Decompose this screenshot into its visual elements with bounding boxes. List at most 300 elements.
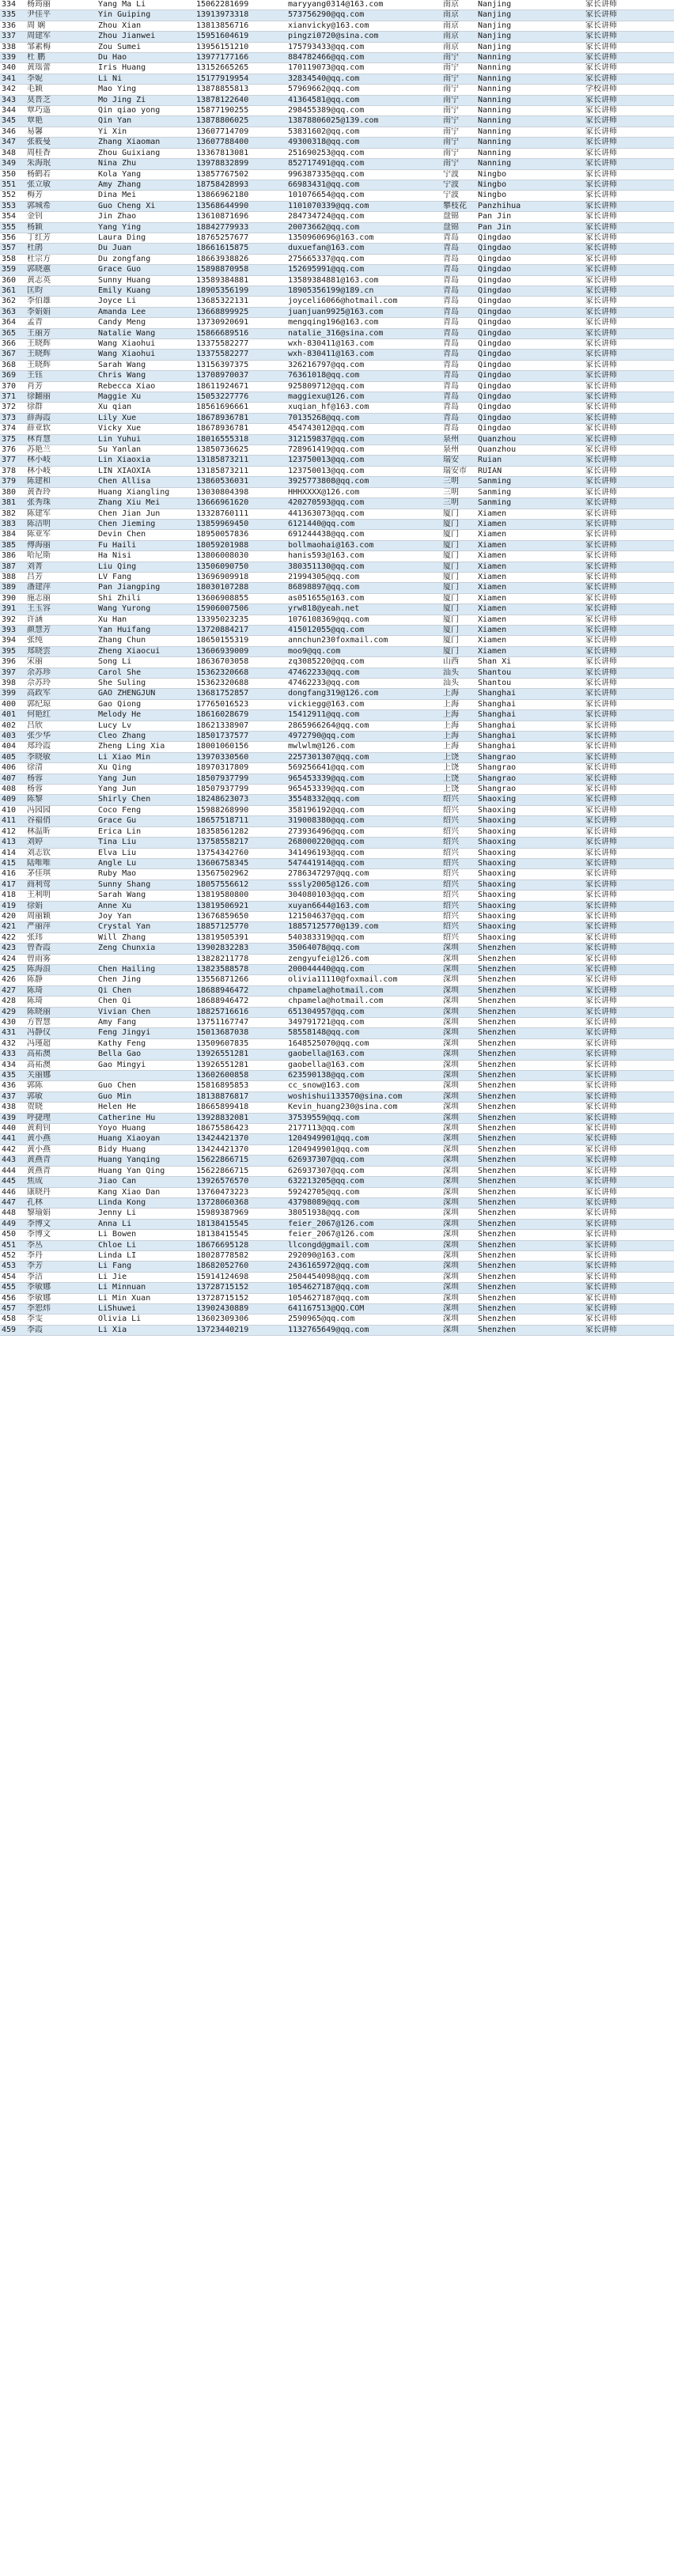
phone-cell: 18138415545 [196, 1219, 249, 1228]
email-cell: 251690253@qq.com [288, 148, 365, 157]
city-pinyin-cell: Shenzhen [478, 1303, 517, 1313]
table-row[interactable] [0, 912, 674, 922]
row-number: 334 [2, 0, 17, 9]
email-cell: maryyang0314@163.com [288, 0, 384, 9]
row-number: 354 [2, 212, 17, 221]
row-number: 409 [2, 795, 17, 804]
city-pinyin-cell: Shenzhen [478, 1187, 517, 1197]
city-cell: 南京 [443, 10, 459, 20]
table-row[interactable] [0, 138, 674, 148]
table-row[interactable] [0, 329, 674, 339]
phone-cell: 18057556612 [196, 879, 249, 889]
row-number: 341 [2, 74, 17, 83]
row-number: 389 [2, 583, 17, 592]
table-row[interactable] [0, 180, 674, 191]
table-row[interactable] [0, 530, 674, 540]
role-cell: 家长讲师 [585, 911, 617, 921]
table-row[interactable] [0, 1124, 674, 1134]
email-cell: 86898897@qq.com [288, 583, 360, 592]
role-cell: 家长讲师 [585, 593, 617, 603]
role-cell: 家长讲师 [585, 413, 617, 422]
phone-cell: 13156397375 [196, 360, 249, 369]
city-pinyin-cell: Shaoxing [478, 891, 517, 900]
role-cell: 家长讲师 [585, 519, 617, 528]
role-cell: 家长讲师 [585, 403, 617, 412]
table-row[interactable] [0, 986, 674, 997]
city-cell: 厦门 [443, 604, 459, 614]
city-pinyin-cell: Shaoxing [478, 838, 517, 847]
table-row[interactable] [0, 732, 674, 742]
name-cell: 余苏珍 [27, 668, 51, 677]
table-row[interactable] [0, 700, 674, 710]
phone-cell: 13185873211 [196, 466, 249, 475]
role-cell: 家长讲师 [585, 615, 617, 624]
phone-cell: 18765257677 [196, 233, 249, 242]
phone-cell: 18507937799 [196, 785, 249, 794]
city-cell: 深圳 [443, 1283, 459, 1292]
table-row[interactable] [0, 710, 674, 721]
table-row[interactable] [0, 191, 674, 201]
table-row[interactable] [0, 445, 674, 456]
name-cell: 商利莺 [27, 879, 51, 889]
city-cell: 南宁 [443, 148, 459, 157]
city-pinyin-cell: Qingdao [478, 275, 512, 285]
table-row[interactable] [0, 467, 674, 477]
table-row[interactable] [0, 382, 674, 392]
row-number: 349 [2, 159, 17, 168]
table-row[interactable] [0, 1103, 674, 1113]
row-number: 350 [2, 169, 17, 179]
role-cell: 家长讲师 [585, 1219, 617, 1228]
table-row[interactable] [0, 202, 674, 212]
table-row[interactable] [0, 0, 674, 10]
name-cell: 覃艳 [27, 116, 43, 126]
city-pinyin-cell: Nanning [478, 53, 512, 62]
email-cell: 15412911@qq.com [288, 710, 360, 720]
table-row[interactable] [0, 573, 674, 583]
table-row[interactable] [0, 1198, 674, 1209]
table-row[interactable] [0, 233, 674, 244]
pinyin-cell: Huang Yan Qing [98, 1166, 165, 1175]
row-number: 414 [2, 848, 17, 857]
table-row[interactable] [0, 795, 674, 805]
table-row[interactable] [0, 806, 674, 816]
pinyin-cell: Lin Yuhui [98, 434, 142, 444]
table-row[interactable] [0, 944, 674, 954]
pinyin-cell: Shi Zhili [98, 593, 142, 603]
name-cell: 郑晓雲 [27, 646, 51, 656]
table-row[interactable] [0, 785, 674, 795]
table-row[interactable] [0, 106, 674, 116]
pinyin-cell: Chris Wang [98, 371, 146, 380]
email-cell: 1054627187@qq.com [288, 1283, 369, 1292]
role-cell: 家长讲师 [585, 964, 617, 974]
table-row[interactable] [0, 997, 674, 1007]
table-row[interactable] [0, 149, 674, 159]
table-row[interactable] [0, 1230, 674, 1240]
table-row[interactable] [0, 361, 674, 371]
table-row[interactable] [0, 1262, 674, 1272]
table-row[interactable] [0, 96, 674, 106]
role-cell: 家长讲师 [585, 583, 617, 592]
table-row[interactable] [0, 1008, 674, 1018]
phone-cell: 18059201988 [196, 540, 249, 550]
table-row[interactable] [0, 244, 674, 254]
table-row[interactable] [0, 477, 674, 487]
phone-cell: 13866962180 [196, 191, 249, 200]
phone-cell: 13424421370 [196, 1144, 249, 1154]
table-row[interactable] [0, 63, 674, 74]
phone-cell: 18636703058 [196, 657, 249, 667]
table-row[interactable] [0, 1081, 674, 1091]
table-row[interactable] [0, 255, 674, 265]
pinyin-cell: Chen Qi [98, 997, 132, 1006]
table-row[interactable] [0, 604, 674, 615]
table-row[interactable] [0, 1039, 674, 1050]
city-cell: 深圳 [443, 1197, 459, 1207]
role-cell: 家长讲师 [585, 805, 617, 815]
pinyin-cell: Huang Xiangling [98, 487, 170, 497]
table-row[interactable] [0, 689, 674, 699]
table-row[interactable] [0, 816, 674, 827]
name-cell: 苏艳兰 [27, 445, 51, 455]
row-number: 355 [2, 222, 17, 232]
phone-cell: 13375582277 [196, 350, 249, 359]
pinyin-cell: Du zongfang [98, 254, 151, 263]
email-cell: 1132765649@qq.com [288, 1325, 369, 1334]
table-row[interactable] [0, 509, 674, 520]
pinyin-cell: Zhou Xian [98, 21, 142, 30]
name-cell: 李芳 [27, 1262, 43, 1271]
table-row[interactable] [0, 1114, 674, 1124]
table-row[interactable] [0, 838, 674, 848]
city-pinyin-cell: Shenzhen [478, 975, 517, 985]
email-cell: 3925773808@qq.com [288, 477, 369, 486]
table-row[interactable] [0, 286, 674, 297]
table-row[interactable] [0, 1283, 674, 1293]
row-number: 431 [2, 1028, 17, 1038]
row-number: 406 [2, 763, 17, 773]
row-number: 363 [2, 307, 17, 316]
table-row[interactable] [0, 721, 674, 732]
table-row[interactable] [0, 371, 674, 381]
row-number: 373 [2, 413, 17, 422]
city-cell: 南宁 [443, 63, 459, 73]
row-number: 417 [2, 879, 17, 889]
city-pinyin-cell: Sanming [478, 487, 512, 497]
table-row[interactable] [0, 657, 674, 668]
pinyin-cell: Mo Jing Zi [98, 95, 146, 104]
email-cell: vickiegg@163.com [288, 699, 365, 709]
role-cell: 家长讲师 [585, 191, 617, 200]
table-row[interactable] [0, 869, 674, 879]
table-row[interactable] [0, 1061, 674, 1071]
row-number: 356 [2, 233, 17, 242]
email-cell: 70135268@qq.com [288, 413, 360, 422]
city-pinyin-cell: Shaoxing [478, 911, 517, 921]
phone-cell: 18663938826 [196, 254, 249, 263]
table-row[interactable] [0, 1209, 674, 1219]
table-row[interactable] [0, 647, 674, 657]
table-row[interactable] [0, 1028, 674, 1038]
email-cell: 49300318@qq.com [288, 138, 360, 147]
phone-cell: 18665899418 [196, 1103, 249, 1112]
table-row[interactable] [0, 1071, 674, 1081]
city-pinyin-cell: Xiamen [478, 540, 507, 550]
row-number: 404 [2, 742, 17, 751]
row-number: 427 [2, 985, 17, 995]
row-number: 453 [2, 1262, 17, 1271]
pinyin-cell: Kathy Feng [98, 1038, 146, 1048]
pinyin-cell: Liu Qing [98, 562, 137, 571]
phone-cell: 15816895853 [196, 1081, 249, 1091]
table-row[interactable] [0, 1018, 674, 1028]
table-row[interactable] [0, 159, 674, 169]
table-row[interactable] [0, 827, 674, 838]
pinyin-cell: Elva Liu [98, 848, 137, 857]
table-row[interactable] [0, 849, 674, 859]
city-cell: 南宁 [443, 95, 459, 104]
table-row[interactable] [0, 392, 674, 403]
phone-cell: 13813856716 [196, 21, 249, 30]
table-row[interactable] [0, 1314, 674, 1325]
city-cell: 南京 [443, 0, 459, 9]
table-row[interactable] [0, 615, 674, 626]
role-cell: 家长讲师 [585, 106, 617, 115]
city-cell: 绍兴 [443, 795, 459, 804]
table-row[interactable] [0, 74, 674, 85]
name-cell: 王晓辉 [27, 360, 51, 369]
table-row[interactable] [0, 1241, 674, 1251]
table-row[interactable] [0, 339, 674, 350]
phone-cell: 18138876817 [196, 1091, 249, 1101]
table-row[interactable] [0, 1145, 674, 1156]
table-row[interactable] [0, 10, 674, 21]
name-cell: 黄燕青 [27, 1166, 51, 1175]
table-row[interactable] [0, 424, 674, 434]
email-cell: chpamela@hotmail.com [288, 997, 384, 1006]
table-row[interactable] [0, 414, 674, 424]
email-cell: HHHXXXX@126.com [288, 487, 360, 497]
row-number: 455 [2, 1283, 17, 1292]
email-cell: woshishui133570@sina.com [288, 1091, 403, 1101]
email-cell: 319008380@qq.com [288, 816, 365, 826]
row-number: 445 [2, 1177, 17, 1186]
city-cell: 深圳 [443, 1250, 459, 1260]
table-row[interactable] [0, 583, 674, 593]
name-cell: 黄香玲 [27, 487, 51, 497]
email-cell: zengyufei@126.com [288, 954, 369, 963]
table-row[interactable] [0, 955, 674, 965]
city-pinyin-cell: Nanning [478, 127, 512, 136]
table-row[interactable] [0, 679, 674, 689]
table-row[interactable] [0, 859, 674, 869]
table-row[interactable] [0, 276, 674, 286]
email-cell: 38051938@qq.com [288, 1209, 360, 1218]
name-cell: 李晓敏 [27, 752, 51, 762]
city-cell: 南宁 [443, 116, 459, 126]
name-cell: 王晓辉 [27, 339, 51, 348]
city-pinyin-cell: Shaoxing [478, 816, 517, 826]
name-cell: 施志丽 [27, 593, 51, 603]
pinyin-cell: Jin Zhao [98, 212, 137, 221]
table-row[interactable] [0, 53, 674, 63]
table-row[interactable] [0, 626, 674, 636]
table-row[interactable] [0, 297, 674, 307]
email-cell: 47462233@qq.com [288, 668, 360, 677]
table-row[interactable] [0, 891, 674, 901]
name-cell: 林小岐 [27, 466, 51, 475]
table-row[interactable] [0, 318, 674, 328]
city-pinyin-cell: Shenzhen [478, 1071, 517, 1080]
table-row[interactable] [0, 763, 674, 774]
email-cell: 1648525070@qq.com [288, 1038, 369, 1048]
email-cell: gaobella@163.com [288, 1050, 365, 1059]
role-cell: 家长讲师 [585, 668, 617, 677]
name-cell: 郭陈 [27, 1081, 43, 1091]
table-row[interactable] [0, 742, 674, 752]
row-number: 358 [2, 254, 17, 263]
table-row[interactable] [0, 403, 674, 413]
row-number: 343 [2, 95, 17, 104]
table-row[interactable] [0, 435, 674, 445]
table-row[interactable] [0, 774, 674, 785]
table-row[interactable] [0, 1273, 674, 1283]
table-row[interactable] [0, 636, 674, 646]
email-cell: 4972790@qq.com [288, 732, 355, 741]
row-number: 432 [2, 1038, 17, 1048]
table-row[interactable] [0, 922, 674, 932]
table-row[interactable] [0, 562, 674, 573]
table-row[interactable] [0, 551, 674, 562]
table-row[interactable] [0, 1294, 674, 1304]
table-row[interactable] [0, 1251, 674, 1262]
name-cell: 李雯 [27, 1314, 43, 1324]
row-number: 390 [2, 593, 17, 603]
pinyin-cell: LV Fang [98, 572, 132, 581]
table-row[interactable] [0, 965, 674, 975]
role-cell: 家长讲师 [585, 509, 617, 518]
table-row[interactable] [0, 520, 674, 530]
table-row[interactable] [0, 32, 674, 42]
name-cell: 覃巧遥 [27, 106, 51, 115]
email-cell: 47462233@qq.com [288, 679, 360, 687]
table-row[interactable] [0, 668, 674, 679]
city-cell: 绍兴 [443, 869, 459, 879]
row-number: 346 [2, 127, 17, 136]
table-row[interactable] [0, 85, 674, 95]
city-cell: 厦门 [443, 530, 459, 539]
phone-cell: 13606939009 [196, 646, 249, 656]
table-row[interactable] [0, 1177, 674, 1187]
phone-cell: 18248623073 [196, 795, 249, 804]
table-row[interactable] [0, 902, 674, 912]
name-cell: 谷福俏 [27, 816, 51, 826]
phone-cell: 18842779933 [196, 222, 249, 232]
table-row[interactable] [0, 350, 674, 360]
city-pinyin-cell: Nanjing [478, 32, 512, 41]
table-row[interactable] [0, 43, 674, 53]
row-number: 430 [2, 1018, 17, 1027]
city-pinyin-cell: Shenzhen [478, 1209, 517, 1218]
table-row[interactable] [0, 1188, 674, 1198]
city-cell: 深圳 [443, 954, 459, 963]
name-cell: 孔林 [27, 1197, 43, 1207]
pinyin-cell: Dina Mei [98, 191, 137, 200]
city-pinyin-cell: Xiamen [478, 519, 507, 528]
role-cell: 家长讲师 [585, 975, 617, 985]
email-cell: 358196192@qq.com [288, 805, 365, 815]
table-row[interactable] [0, 1167, 674, 1177]
pinyin-cell: Zhang Chun [98, 636, 146, 645]
table-row[interactable] [0, 127, 674, 138]
pinyin-cell: Yoyo Huang [98, 1124, 146, 1133]
phone-cell: 13928832081 [196, 1113, 249, 1122]
table-row[interactable] [0, 1092, 674, 1103]
email-cell: 2786347297@qq.com [288, 869, 369, 879]
email-cell: 540383319@qq.com [288, 932, 365, 942]
table-row[interactable] [0, 975, 674, 985]
email-cell: gaobella@163.com [288, 1060, 365, 1069]
row-number: 458 [2, 1314, 17, 1324]
name-cell: 丁红芳 [27, 233, 51, 242]
phone-cell: 13328760111 [196, 509, 249, 518]
email-cell: 573756290@qq.com [288, 10, 365, 20]
city-cell: 深圳 [443, 985, 459, 995]
email-cell: 2257301307@qq.com [288, 752, 369, 762]
name-cell: 曾香霞 [27, 944, 51, 953]
row-number: 380 [2, 487, 17, 497]
table-row[interactable] [0, 1304, 674, 1314]
table-row[interactable] [0, 1326, 674, 1336]
table-row[interactable] [0, 170, 674, 180]
table-row[interactable] [0, 116, 674, 127]
table-row[interactable] [0, 1134, 674, 1144]
name-cell: 茅佳琪 [27, 869, 51, 879]
city-cell: 青岛 [443, 307, 459, 316]
row-number: 433 [2, 1050, 17, 1059]
table-row[interactable] [0, 880, 674, 891]
pinyin-cell: Melody He [98, 710, 142, 720]
table-row[interactable] [0, 212, 674, 222]
table-row[interactable] [0, 594, 674, 604]
table-row[interactable] [0, 265, 674, 275]
table-row[interactable] [0, 223, 674, 233]
table-row[interactable] [0, 21, 674, 32]
phone-cell: 17765016523 [196, 699, 249, 709]
pinyin-cell: Chen Hailing [98, 964, 156, 974]
email-cell: 121504637@qq.com [288, 911, 365, 921]
table-row[interactable] [0, 1220, 674, 1230]
table-row[interactable] [0, 498, 674, 509]
table-row[interactable] [0, 456, 674, 466]
table-row[interactable] [0, 488, 674, 498]
name-cell: 林育慧 [27, 434, 51, 444]
table-row[interactable] [0, 1050, 674, 1060]
name-cell: 杨颖 [27, 222, 43, 232]
row-number: 419 [2, 901, 17, 910]
table-row[interactable] [0, 753, 674, 763]
table-row[interactable] [0, 541, 674, 551]
city-pinyin-cell: Shangrao [478, 774, 517, 783]
name-cell: 黎瑜娟 [27, 1209, 51, 1218]
table-row[interactable] [0, 933, 674, 944]
city-cell: 厦门 [443, 636, 459, 645]
table-row[interactable] [0, 1156, 674, 1166]
table-row[interactable] [0, 308, 674, 318]
name-cell: 杨鹤若 [27, 169, 51, 179]
email-cell: 284734724@qq.com [288, 212, 365, 221]
